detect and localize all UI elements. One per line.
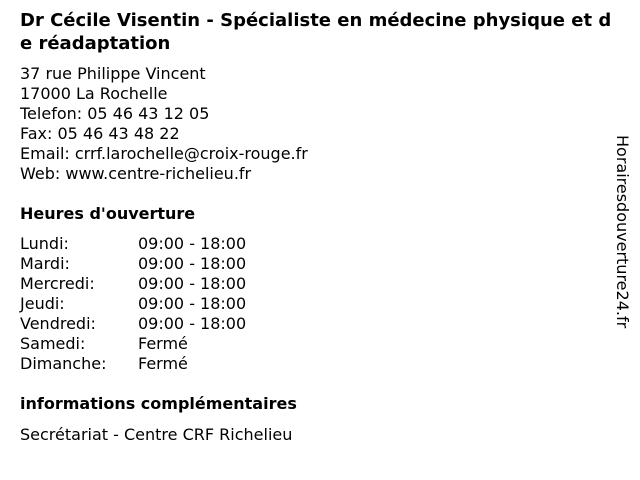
hours-heading: Heures d'ouverture <box>20 204 196 223</box>
site-watermark: Horairesdouverture24.fr <box>613 135 632 329</box>
hours-row-tuesday <box>20 254 280 274</box>
day-label: Dimanche: <box>20 354 107 373</box>
hours-row-sunday <box>20 354 280 374</box>
opening-hours-table <box>20 234 280 374</box>
hours-value: 09:00 - 18:00 <box>138 274 247 293</box>
info-text: Secrétariat - Centre CRF Richelieu <box>20 425 293 444</box>
website: Web: www.centre-richelieu.fr <box>20 164 252 183</box>
page-title: Dr Cécile Visentin - Spécialiste en médecine physique et de réadaptation <box>20 10 612 54</box>
phone-number: Telefon: 05 46 43 12 05 <box>20 104 210 123</box>
hours-value: 09:00 - 18:00 <box>138 294 247 313</box>
address-city: 17000 La Rochelle <box>20 84 168 103</box>
day-label: Samedi: <box>20 334 86 353</box>
hours-value: Fermé <box>138 354 188 373</box>
hours-value: 09:00 - 18:00 <box>138 254 247 273</box>
hours-value: Fermé <box>138 334 188 353</box>
hours-row-saturday <box>20 334 280 354</box>
email-address: Email: crrf.larochelle@croix-rouge.fr <box>20 144 308 163</box>
hours-row-thursday <box>20 294 280 314</box>
address-street: 37 rue Philippe Vincent <box>20 64 206 83</box>
info-heading: informations complémentaires <box>20 394 297 413</box>
hours-row-friday <box>20 314 280 334</box>
day-label: Vendredi: <box>20 314 96 333</box>
day-label: Lundi: <box>20 234 69 253</box>
address-block <box>20 64 308 184</box>
day-label: Mercredi: <box>20 274 95 293</box>
hours-value: 09:00 - 18:00 <box>138 234 247 253</box>
day-label: Jeudi: <box>20 294 65 313</box>
hours-row-monday <box>20 234 280 254</box>
hours-row-wednesday <box>20 274 280 294</box>
fax-number: Fax: 05 46 43 48 22 <box>20 124 180 143</box>
hours-value: 09:00 - 18:00 <box>138 314 247 333</box>
day-label: Mardi: <box>20 254 70 273</box>
